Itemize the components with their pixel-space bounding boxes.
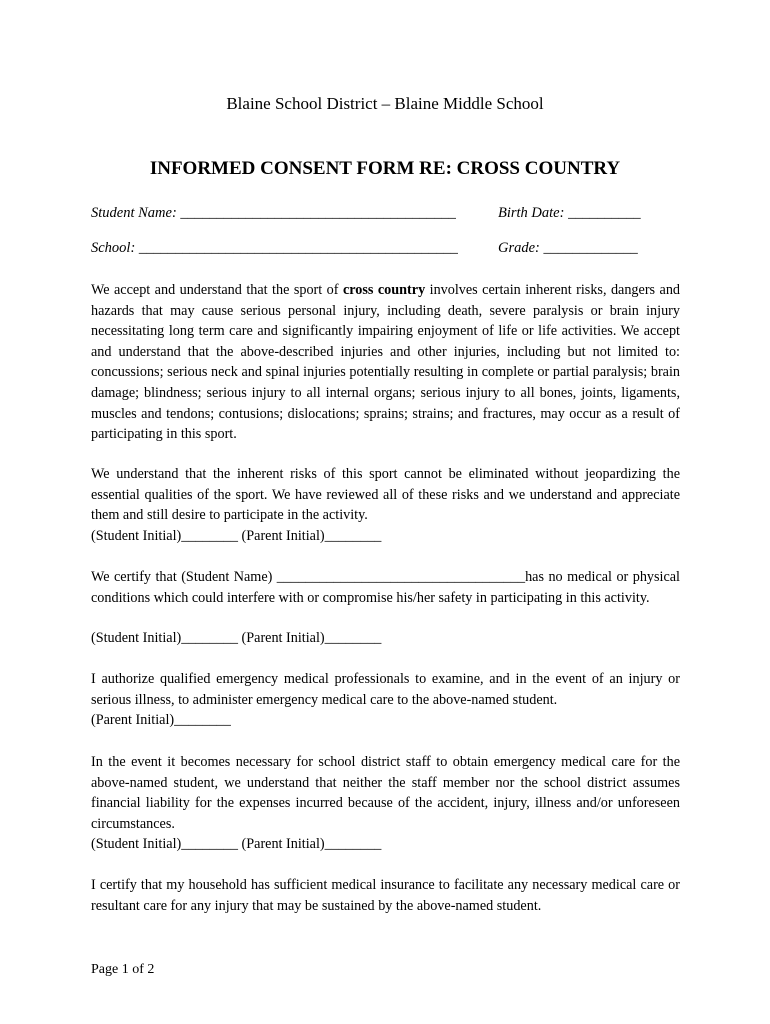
page-number: Page 1 of 2 (91, 962, 155, 977)
risks-paragraph-body: involves certain inherent risks, dangers and hazards that may cause serious personal injury, including death, severe paralysis or brain injury necessitating long term care and significantly impairing enjoyment of life or life activities. We accept and understand that the above-described injuries and other injuries, including but not limited to: concussions; serious neck and spinal injuries potentially resulting in complete or partial paralysis; brain damage; blindness; serious injury to all internal organs; serious injury to all bones, joints, ligaments, muscles and tendons; contusions; dislocations; sprains; strains; and fractures, may occur as a result of participating in this sport. (91, 282, 681, 443)
school-field: School: ____________________________________________ (91, 240, 458, 256)
district-header: Blaine School District – Blaine Middle School (226, 94, 544, 113)
initials-line: (Parent Initial)________ (91, 712, 231, 728)
initials-line: (Student Initial)________ (Parent Initial)________ (91, 630, 382, 646)
risks-paragraph (91, 280, 680, 445)
insurance-paragraph: I certify that my household has sufficient medical insurance to facilitate any necessary medical care or resultant care for any injury that may be sustained by the above-named student. (91, 877, 680, 914)
form-title: INFORMED CONSENT FORM RE: CROSS COUNTRY (149, 158, 621, 179)
grade-field: Grade: _____________ (498, 240, 638, 256)
initials-line: (Student Initial)________ (Parent Initial)________ (91, 528, 382, 544)
risks-paragraph-intro: We accept and understand that the sport of (91, 282, 343, 298)
student-name-field: Student Name: ______________________________________ (91, 205, 456, 221)
financial-liability-paragraph: In the event it becomes necessary for school district staff to obtain emergency medical care for the above-named student, we understand that neither the staff member nor the school district assumes financial liability for the expenses incurred because of the accident, injury, illness and/or unforeseen circumstances. (91, 754, 680, 832)
sport-name: cross country (342, 282, 426, 298)
inherent-risks-paragraph: We understand that the inherent risks of this sport cannot be eliminated without jeopardizing the essential qualities of the sport. We have reviewed all of these risks and we understand and appreciate them and still desire to participate in the activity. (91, 466, 680, 524)
medical-certification-paragraph: We certify that (Student Name) ___________________________________has no medical or physical conditions which could interfere with or compromise his/her safety in participating in this activity. (91, 569, 680, 606)
birth-date-field: Birth Date: __________ (498, 205, 641, 221)
initials-line: (Student Initial)________ (Parent Initial)________ (91, 836, 382, 852)
emergency-authorization-paragraph: I authorize qualified emergency medical professionals to examine, and in the event of an injury or serious illness, to administer emergency medical care to the above-named student. (91, 671, 680, 708)
